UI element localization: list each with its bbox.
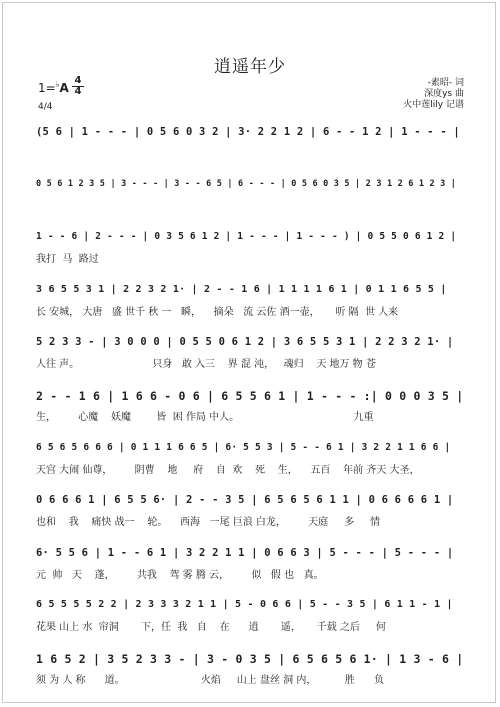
notation-row: 5 2 3 3 - | 3 0 0 0 | 0 5 5 0 6 1 2 | 3 6 5 5 3 1 | 2 2 3 2 1· | bbox=[36, 336, 454, 349]
meter-label: 4/4 bbox=[38, 102, 53, 112]
time-signature bbox=[72, 76, 84, 97]
notation-row: 0 6 6 6 1 | 6 5 5 6· | 2 - - 3 5 | 6 5 6 5 6 1 1 | 0 6 6 6 6 1 | bbox=[36, 494, 454, 507]
transcriber-credit: 火中莲lily 记谱 bbox=[403, 100, 464, 110]
lyrics-row: 须 为 人 称 道。 火焰 山上 盘丝 洞 内， 胜 负 bbox=[36, 675, 385, 686]
notation-row: 2 - - 1 6 | 1 6 6 - 0 6 | 6 5 5 6 1 | 1 - - - :| 0 0 0 3 5 | bbox=[36, 389, 464, 403]
key-note: A bbox=[59, 81, 69, 95]
time-signature-numerator: 4 bbox=[74, 75, 82, 86]
lyricist-credit: -素昭- 词 bbox=[427, 78, 464, 88]
notation-row: 0 5 6 1 2 3 5 | 3 - - - | 3 - - 6 5 | 6 - - - | 0 5 6 0 3 5 | 2 3 1 2 6 1 2 3 | bbox=[36, 178, 457, 189]
notation-row: 6 5 5 5 5 2 2 | 2 3 3 3 2 1 1 | 5 - 0 6 6 | 5 - - 3 5 | 6 1 1 - 1 | bbox=[36, 599, 453, 611]
notation-row: 1 - - 6 | 2 - - - | 0 3 5 6 1 2 | 1 - - - | 1 - - - ) | 0 5 5 0 6 1 2 | bbox=[36, 231, 457, 243]
time-signature-denominator: 4 bbox=[74, 86, 82, 97]
key-prefix: 1= bbox=[38, 81, 56, 95]
lyrics-row: 天宫 大闹 仙尊， 阴曹 地 府 自 欢 死 生， 五百 年前 齐天 大圣， bbox=[36, 464, 420, 476]
key-signature bbox=[38, 80, 69, 95]
lyrics-row: 也和 我 痛快 战一 轮。 西海 一尾 巨浪 白龙， 天庭 多 情 bbox=[36, 517, 380, 529]
lyrics-row: 元 帅 天 蓬， 共我 驾 雾 腾 云， 似 假 也 真。 bbox=[36, 569, 324, 581]
notation-row: 1 6 5 2 | 3 5 2 3 3 - | 3 - 0 3 5 | 6 5 6 5 6 1· | 1 3 - 6 | bbox=[36, 652, 464, 666]
lyrics-row: 长 安城， 大唐 盛 世千 秋 一 瞬， 摘朵 流 云佐 酒一壶， 听 隔 世 人来 bbox=[36, 306, 399, 318]
credits bbox=[403, 78, 464, 111]
notation-row: 6 5 6 5 6 6 6 | 0 1 1 1 6 6 5 | 6· 5 5 3 | 5 - - 6 1 | 3 2 2 1 1 6 6 | bbox=[36, 441, 451, 453]
notation-row: (5 6 | 1 - - - | 0 5 6 0 3 2 | 3· 2 2 1 2 | 6 - - 1 2 | 1 - - - | bbox=[36, 126, 460, 138]
lyrics-row: 人往 声。 只身 敢 入三 界 混 沌， 魂归 天 地万 物 苍 bbox=[36, 359, 376, 371]
notation-row: 6· 5 5 6 | 1 - - 6 1 | 3 2 2 1 1 | 0 6 6 3 | 5 - - - | 5 - - - | bbox=[36, 546, 454, 559]
key-flat: ♭ bbox=[55, 80, 60, 89]
song-title: 逍遥年少 bbox=[214, 57, 286, 77]
lyrics-row: 生， 心魔 妖魔 皆 困 作局 中人。 九重 bbox=[36, 412, 374, 423]
lyrics-row: 花果 山上 水 帘洞 下，任 我 自 在 逍 遥， 千载 之后 何 bbox=[36, 622, 386, 634]
composer-credit: 深度ys 曲 bbox=[424, 89, 464, 99]
notation-row: 3 6 5 5 3 1 | 2 2 3 2 1· | 2 - - 1 6 | 1 1 1 1 6 1 | 0 1 1 6 5 5 | bbox=[36, 283, 447, 295]
lyrics-row: 我打 马 路过 bbox=[36, 254, 99, 266]
